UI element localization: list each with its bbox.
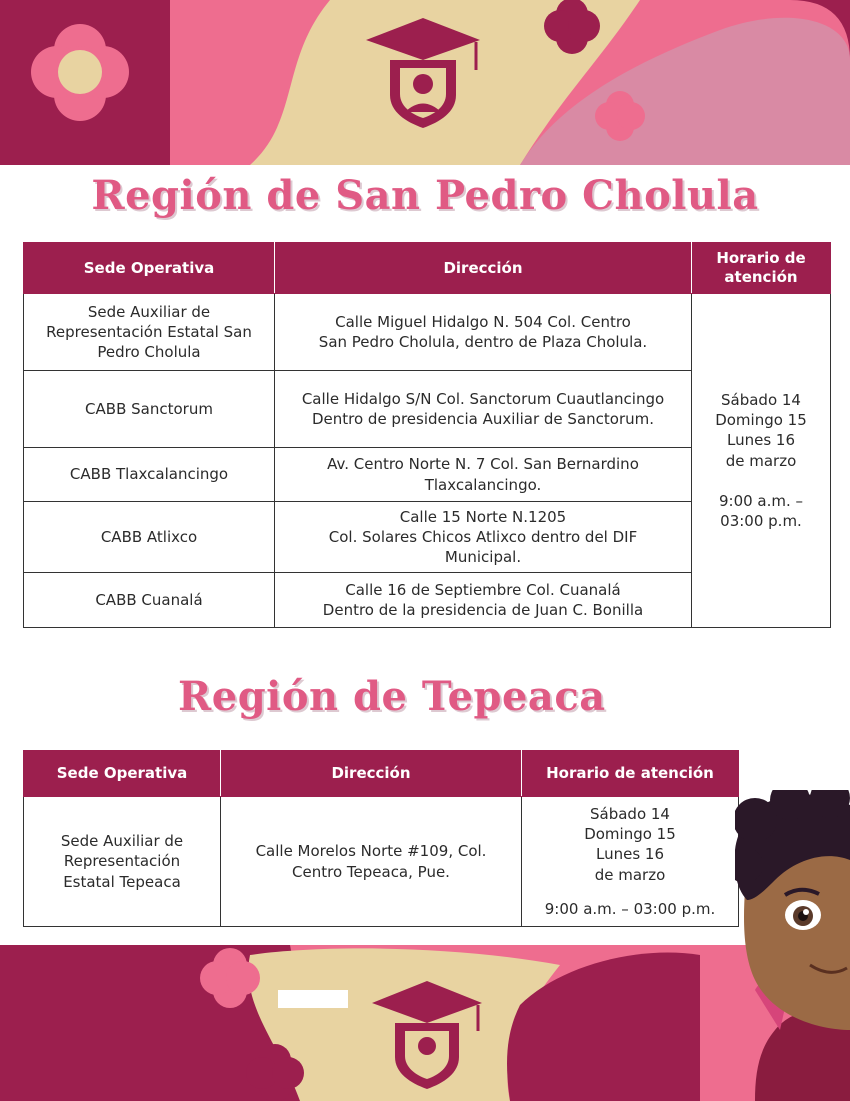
column-header-sede: Sede Operativa (24, 751, 221, 797)
direccion-cell: Av. Centro Norte N. 7 Col. San Bernardino Tlaxcalancingo. (275, 448, 692, 502)
direccion-cell: Calle Hidalgo S/N Col. Sanctorum Cuautlancingo Dentro de presidencia Auxiliar de Sanctorum. (275, 371, 692, 448)
column-header-direccion: Dirección (275, 243, 692, 294)
horario-dias: Sábado 14 Domingo 15 Lunes 16 de marzo (584, 804, 676, 884)
schedule-table-tepeaca (23, 750, 739, 927)
horario-horas: 9:00 a.m. – 03:00 p.m. (718, 491, 804, 530)
direccion-cell: Calle 15 Norte N.1205 Col. Solares Chicos Atlixco dentro del DIF Municipal. (275, 502, 692, 573)
column-header-sede: Sede Operativa (24, 243, 275, 294)
sede-cell: CABB Atlixco (24, 502, 275, 573)
table-row (24, 797, 739, 927)
sede-cell: CABB Cuanalá (24, 573, 275, 628)
direccion-cell: Calle Miguel Hidalgo N. 504 Col. Centro San Pedro Cholula, dentro de Plaza Cholula. (275, 294, 692, 371)
column-header-horario: Horario de atención (692, 243, 831, 294)
horario-cell (692, 294, 831, 628)
child-character-illustration (735, 790, 850, 1101)
region-title-tepeaca: Región de Tepeaca (178, 673, 606, 720)
schedule-table-san-pedro-cholula (23, 242, 831, 628)
horario-horas: 9:00 a.m. – 03:00 p.m. (544, 899, 716, 918)
horario-cell (522, 797, 739, 927)
column-header-horario: Horario de atención (522, 751, 739, 797)
region-title-san-pedro-cholula: Región de San Pedro Cholula (91, 172, 759, 219)
table-row (24, 294, 831, 371)
sede-cell: CABB Sanctorum (24, 371, 275, 448)
sede-cell: Sede Auxiliar de Representación Estatal Tepeaca (24, 797, 221, 927)
sede-cell: CABB Tlaxcalancingo (24, 448, 275, 502)
direccion-cell: Calle 16 de Septiembre Col. Cuanalá Dentro de la presidencia de Juan C. Bonilla (275, 573, 692, 628)
bottom-decorative-banner (0, 945, 850, 1101)
direccion-cell: Calle Morelos Norte #109, Col. Centro Tepeaca, Pue. (221, 797, 522, 927)
sede-cell: Sede Auxiliar de Representación Estatal San Pedro Cholula (24, 294, 275, 371)
horario-dias: Sábado 14 Domingo 15 Lunes 16 de marzo (715, 390, 807, 470)
column-header-direccion: Dirección (221, 751, 522, 797)
